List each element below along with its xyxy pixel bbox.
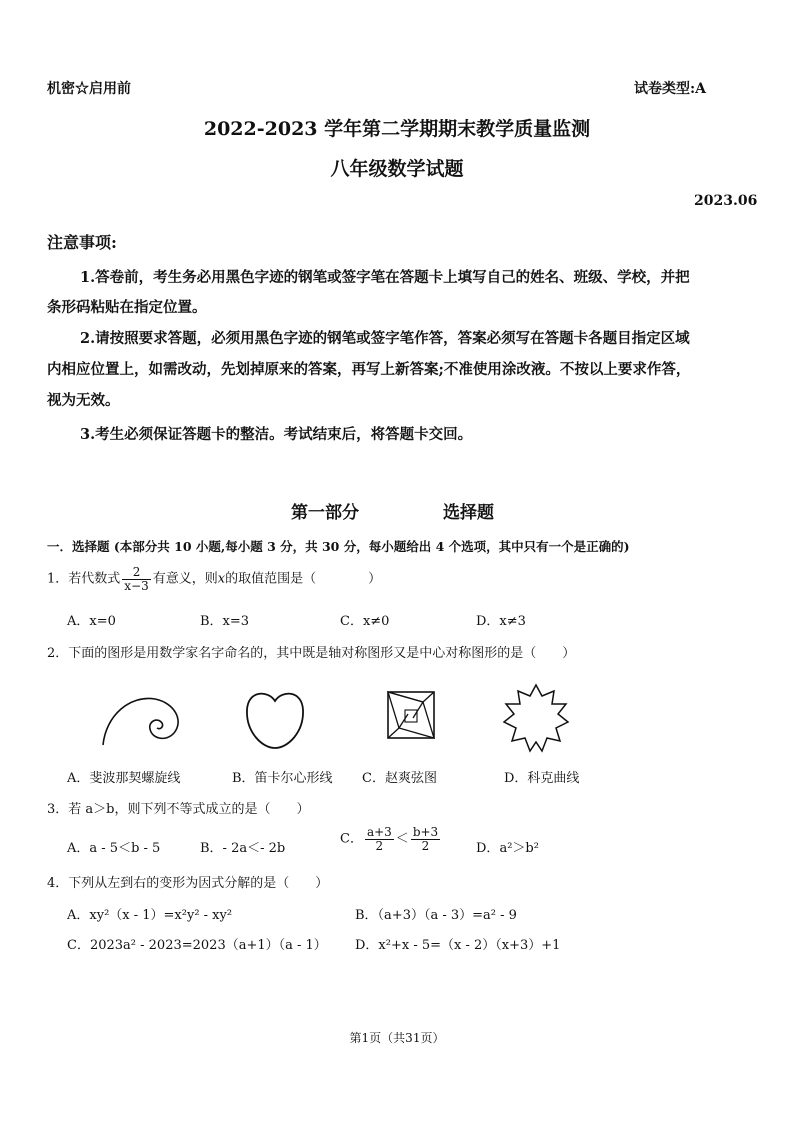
q1-variable: x [217, 571, 226, 587]
question-1 [47, 566, 381, 592]
q3-c-numerator-right: b+3 [412, 825, 439, 839]
part-type: 选择题 [443, 503, 494, 523]
q3-c-fraction-right [411, 826, 440, 852]
notice-item-1b: 条形码粘贴在指定位置。 [47, 299, 207, 316]
section-intro: 一．选择题 (本部分共 10 小题,每小题 3 分，共 30 分，每小题给出 4 个选项，其中只有一个是正确的) [47, 539, 630, 554]
exam-date: 2023.06 [694, 193, 758, 209]
q3-option-c [340, 826, 442, 852]
q4-option-b: B．（a+3）（a - 3）=a² - 9 [355, 908, 517, 923]
q1-option-b: B．x=3 [200, 614, 250, 629]
q1-option-d: D．x≠3 [476, 614, 526, 629]
fibonacci-spiral-figure [100, 685, 186, 747]
q1-tail: 的取值范围是（ ） [225, 571, 382, 587]
q2-option-a: A．斐波那契螺旋线 [67, 771, 181, 786]
q3-option-d-expr: a²＞b² [499, 841, 539, 856]
q1-fraction-numerator: 2 [122, 566, 150, 580]
q3-c-numerator-left: a+3 [366, 825, 392, 839]
q3-option-d [476, 837, 539, 856]
q3-c-denominator-left: 2 [375, 838, 384, 853]
notice-item-3: 3.考生必须保证答题卡的整洁。考试结束后，将答题卡交回。 [80, 426, 473, 443]
q2-option-b: B．笛卡尔心形线 [232, 771, 333, 786]
question-3: 3．若 a＞b，则下列不等式成立的是（ ） [47, 802, 310, 817]
q1-fraction [122, 566, 150, 592]
page-number: 第1页（共31页） [349, 1031, 445, 1045]
q3-option-a: A．a - 5＜b - 5 [67, 841, 161, 856]
q3-option-b: B．- 2a＜- 2b [200, 841, 286, 856]
notice-item-2b: 内相应位置上，如需改动，先划掉原来的答案，再写上新答案;不准使用涂改液。不按以上要求作答， [47, 361, 691, 378]
q3-c-fraction-left [365, 826, 394, 852]
koch-snowflake-figure [500, 682, 572, 754]
q3-option-d-label: D． [476, 841, 500, 856]
q4-option-d: D．x²+x - 5=（x - 2）（x+3）+1 [355, 938, 561, 953]
part-name: 第一部分 [291, 503, 359, 523]
q1-option-c: C．x≠0 [340, 614, 390, 629]
question-2: 2．下面的图形是用数学家名字命名的，其中既是轴对称图形又是中心对称图形的是（ ） [47, 646, 576, 661]
q1-option-a: A．x=0 [67, 614, 116, 629]
notice-heading: 注意事项: [47, 233, 117, 252]
zhao-shuang-figure [386, 690, 436, 740]
q3-option-c-label: C． [340, 831, 363, 847]
q1-fraction-denominator: x−3 [124, 578, 149, 593]
q2-option-c: C．赵爽弦图 [362, 771, 437, 786]
q2-option-d: D．科克曲线 [504, 771, 580, 786]
q1-lead: 1．若代数式 [47, 571, 121, 587]
exam-title: 2022-2023 学年第二学期期末教学质量监测 [203, 118, 591, 140]
q3-c-denominator-right: 2 [421, 838, 430, 853]
q4-option-c: C．2023a² - 2023=2023（a+1）（a - 1） [67, 938, 327, 953]
question-4: 4．下列从左到右的变形为因式分解的是（ ） [47, 876, 329, 891]
q4-option-a: A．xy²（x - 1）=x²y² - xy² [67, 908, 233, 923]
q1-mid: 有意义，则 [152, 571, 218, 587]
q3-c-relation: ＜ [395, 831, 409, 847]
cardioid-figure [244, 688, 306, 750]
paper-type-label: 试卷类型:A [634, 81, 707, 97]
notice-item-2c: 视为无效。 [47, 392, 120, 409]
confidential-label: 机密☆启用前 [47, 81, 131, 97]
exam-subtitle: 八年级数学试题 [330, 158, 464, 180]
notice-item-2a: 2.请按照要求答题，必须用黑色字迹的钢笔或签字笔作答，答案必须写在答题卡各题目指定区域 [80, 330, 690, 347]
notice-item-1a: 1.答卷前，考生务必用黑色字迹的钢笔或签字笔在答题卡上填写自己的姓名、班级、学校，并把 [80, 269, 690, 286]
